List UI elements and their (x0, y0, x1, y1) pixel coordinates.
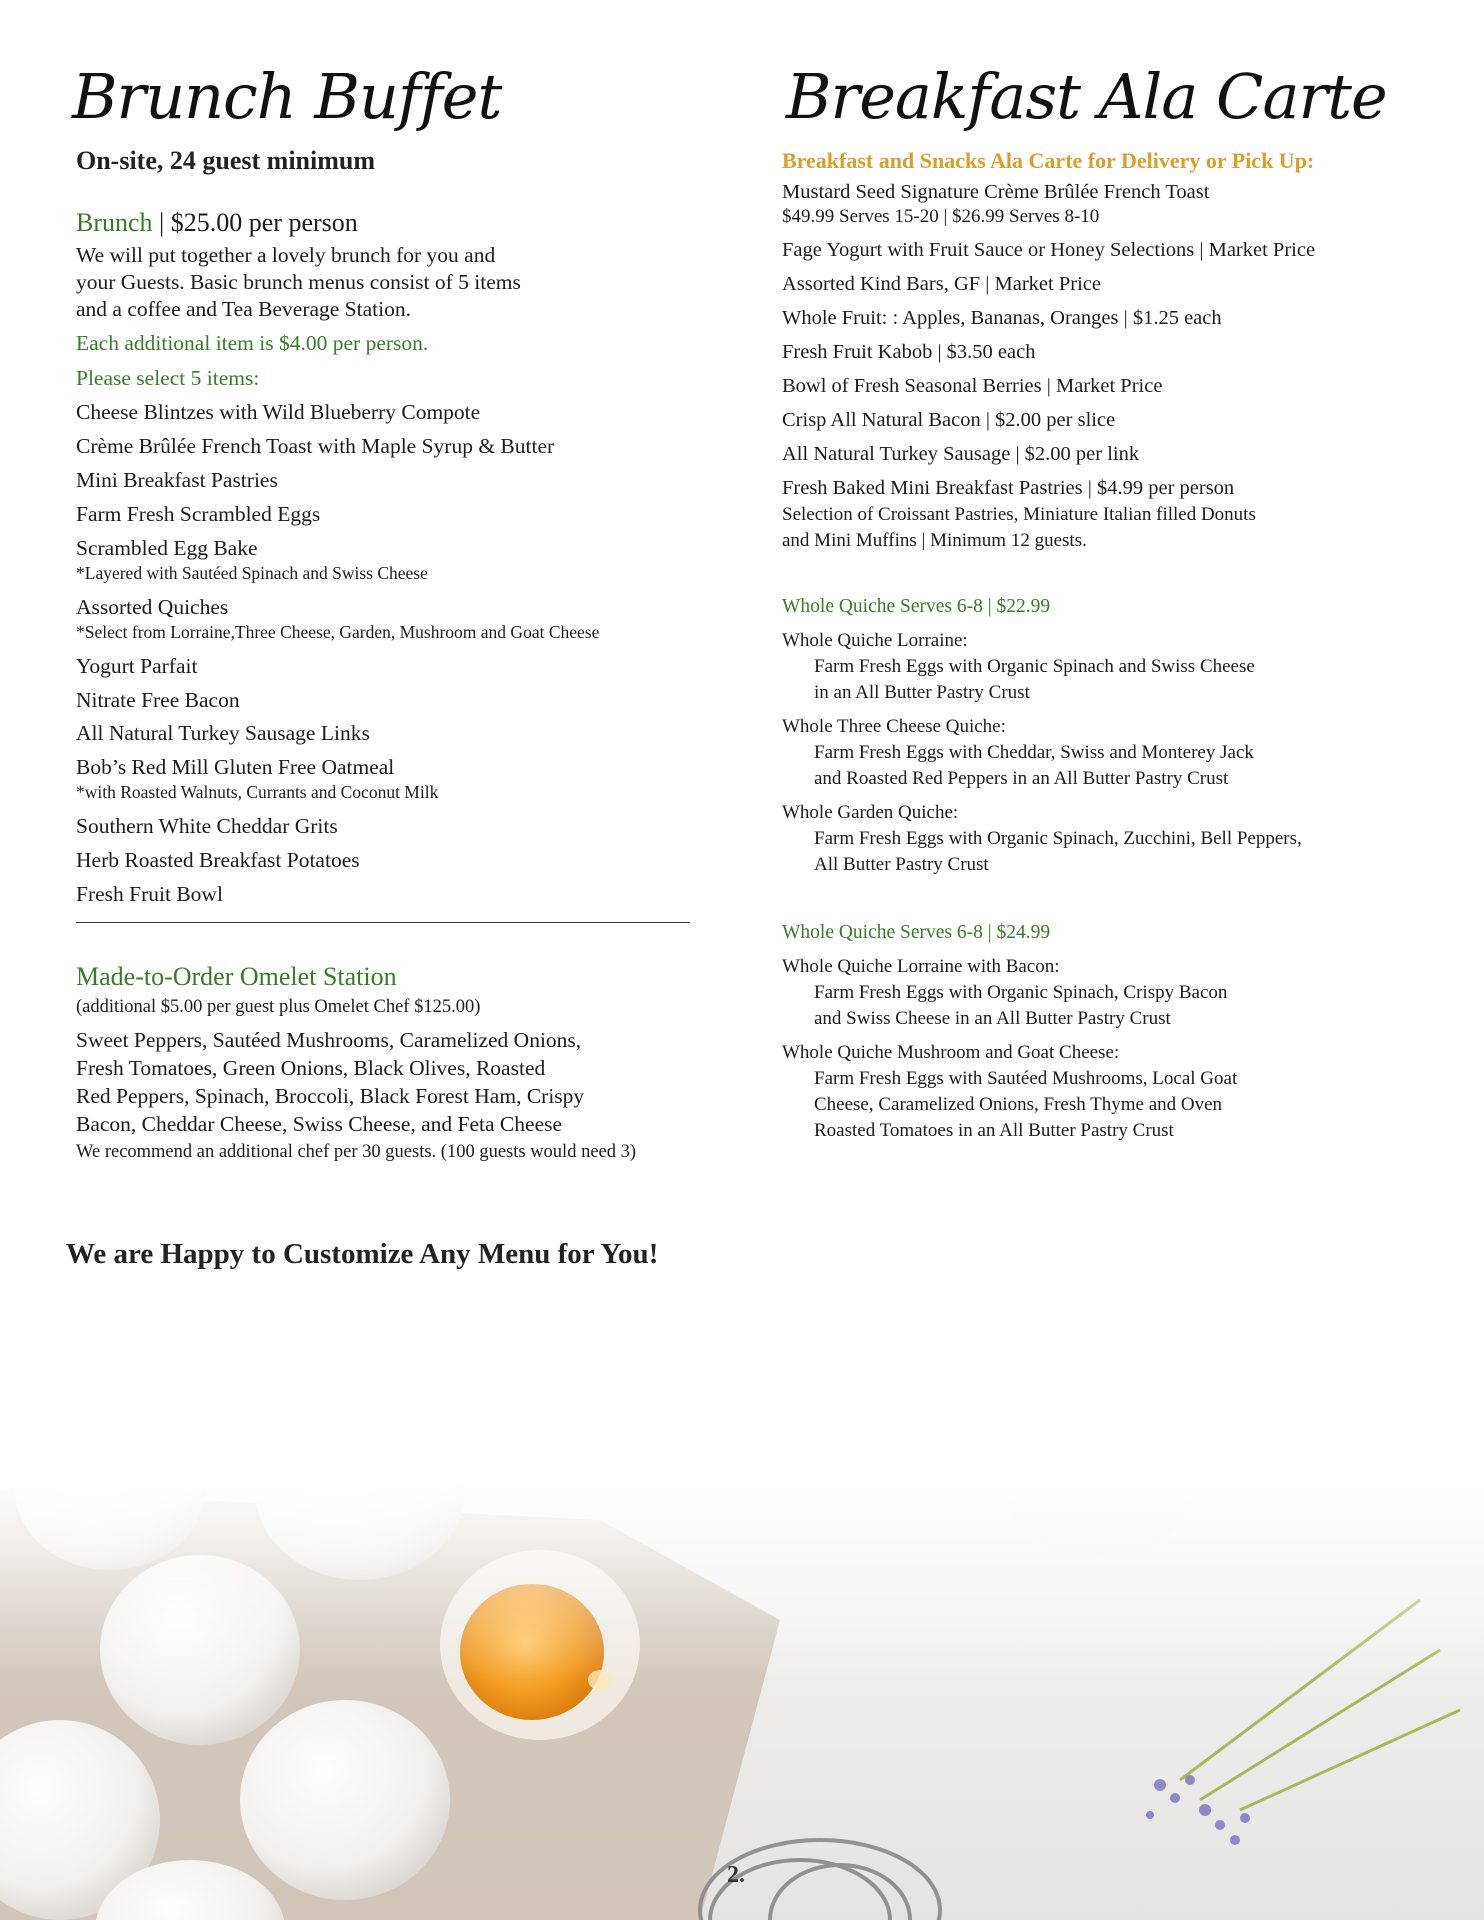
ala-carte-item-detail: Selection of Croissant Pastries, Miniature Italian filled Donuts (782, 504, 1256, 525)
quiche-description: Farm Fresh Eggs with Sautéed Mushrooms, Local Goat (814, 1068, 1238, 1089)
brunch-item: Crème Brûlée French Toast with Maple Syrup & Butter (76, 434, 555, 458)
brunch-heading (76, 208, 358, 238)
ala-carte-item: Fresh Fruit Kabob | $3.50 each (782, 341, 1036, 363)
quiche-name: Whole Quiche Lorraine with Bacon: (782, 956, 1060, 977)
brunch-item: Nitrate Free Bacon (76, 688, 240, 712)
brunch-price: | $25.00 per person (152, 208, 358, 237)
omelet-ingredients-line: Red Peppers, Spinach, Broccoli, Black Forest Ham, Crispy (76, 1084, 585, 1108)
quiche-group-heading: Whole Quiche Serves 6-8 | $22.99 (782, 596, 1051, 617)
quiche-description: and Roasted Red Peppers in an All Butter Pastry Crust (814, 768, 1229, 789)
brunch-item-note: *with Roasted Walnuts, Currants and Coconut Milk (76, 782, 439, 802)
omelet-station-title: Made-to-Order Omelet Station (76, 962, 397, 991)
ala-carte-item: Fresh Baked Mini Breakfast Pastries | $4.99 per person (782, 477, 1235, 499)
additional-item-note: Each additional item is $4.00 per person. (76, 331, 429, 355)
brunch-item-note: *Layered with Sautéed Spinach and Swiss Cheese (76, 563, 428, 583)
quiche-description: and Swiss Cheese in an All Butter Pastry Crust (814, 1008, 1171, 1029)
quiche-description: All Butter Pastry Crust (814, 854, 989, 875)
brunch-description-line: and a coffee and Tea Beverage Station. (76, 297, 411, 321)
brunch-item: Assorted Quiches (76, 595, 229, 619)
section-divider (76, 922, 690, 923)
ala-carte-item-detail: and Mini Muffins | Minimum 12 guests. (782, 530, 1087, 551)
ala-carte-item: Assorted Kind Bars, GF | Market Price (782, 273, 1101, 295)
eggs-photo (0, 1480, 1484, 1920)
ala-carte-subtitle: Breakfast and Snacks Ala Carte for Delivery or Pick Up: (782, 148, 1315, 173)
ala-carte-item: Mustard Seed Signature Crème Brûlée French Toast (782, 181, 1210, 203)
omelet-recommendation: We recommend an additional chef per 30 guests. (100 guests would need 3) (76, 1142, 637, 1162)
customize-line: We are Happy to Customize Any Menu for You! (66, 1238, 659, 1270)
ala-carte-item-detail: $49.99 Serves 15-20 | $26.99 Serves 8-10 (782, 206, 1100, 227)
brunch-item: Yogurt Parfait (76, 654, 198, 678)
quiche-description: Farm Fresh Eggs with Organic Spinach, Zucchini, Bell Peppers, (814, 828, 1302, 849)
brunch-item: Scrambled Egg Bake (76, 536, 258, 560)
brunch-item-note: *Select from Lorraine,Three Cheese, Garden, Mushroom and Goat Cheese (76, 622, 600, 642)
ala-carte-item: Bowl of Fresh Seasonal Berries | Market Price (782, 375, 1163, 397)
quiche-description: Farm Fresh Eggs with Cheddar, Swiss and Monterey Jack (814, 742, 1254, 763)
brunch-item: Bob’s Red Mill Gluten Free Oatmeal (76, 755, 395, 779)
brunch-buffet-title: Brunch Buffet (72, 60, 502, 133)
brunch-item: Herb Roasted Breakfast Potatoes (76, 848, 360, 872)
omelet-price-note: (additional $5.00 per guest plus Omelet Chef $125.00) (76, 997, 481, 1017)
brunch-subtitle: On-site, 24 guest minimum (76, 146, 375, 175)
brunch-description-line: your Guests. Basic brunch menus consist of 5 items (76, 270, 521, 294)
omelet-ingredients-line: Fresh Tomatoes, Green Onions, Black Olives, Roasted (76, 1056, 546, 1080)
brunch-item: All Natural Turkey Sausage Links (76, 721, 370, 745)
brunch-description-line: We will put together a lovely brunch for you and (76, 243, 496, 267)
page-number: 2. (727, 1862, 745, 1888)
quiche-name: Whole Garden Quiche: (782, 802, 959, 823)
breakfast-ala-carte-title: Breakfast Ala Carte (786, 60, 1387, 133)
quiche-description: Farm Fresh Eggs with Organic Spinach, Crispy Bacon (814, 982, 1228, 1003)
brunch-item: Cheese Blintzes with Wild Blueberry Compote (76, 400, 481, 424)
ala-carte-item: All Natural Turkey Sausage | $2.00 per link (782, 443, 1140, 465)
ala-carte-item: Fage Yogurt with Fruit Sauce or Honey Selections | Market Price (782, 239, 1316, 261)
quiche-description: Roasted Tomatoes in an All Butter Pastry Crust (814, 1120, 1174, 1141)
brunch-item: Mini Breakfast Pastries (76, 468, 278, 492)
brunch-item: Southern White Cheddar Grits (76, 814, 338, 838)
quiche-description: in an All Butter Pastry Crust (814, 682, 1030, 703)
omelet-ingredients-line: Sweet Peppers, Sautéed Mushrooms, Caramelized Onions, (76, 1028, 582, 1052)
brunch-item: Fresh Fruit Bowl (76, 882, 223, 906)
select-prompt: Please select 5 items: (76, 366, 260, 390)
brunch-label: Brunch (76, 208, 153, 237)
quiche-description: Cheese, Caramelized Onions, Fresh Thyme and Oven (814, 1094, 1223, 1115)
quiche-name: Whole Three Cheese Quiche: (782, 716, 1006, 737)
ala-carte-item: Whole Fruit: : Apples, Bananas, Oranges | $1.25 each (782, 307, 1222, 329)
ala-carte-item: Crisp All Natural Bacon | $2.00 per slice (782, 409, 1116, 431)
quiche-name: Whole Quiche Mushroom and Goat Cheese: (782, 1042, 1120, 1063)
quiche-group-heading: Whole Quiche Serves 6-8 | $24.99 (782, 922, 1051, 943)
quiche-name: Whole Quiche Lorraine: (782, 630, 968, 651)
brunch-item: Farm Fresh Scrambled Eggs (76, 502, 321, 526)
omelet-ingredients-line: Bacon, Cheddar Cheese, Swiss Cheese, and Feta Cheese (76, 1112, 563, 1136)
photo-fade (0, 1480, 1484, 1680)
quiche-description: Farm Fresh Eggs with Organic Spinach and Swiss Cheese (814, 656, 1255, 677)
